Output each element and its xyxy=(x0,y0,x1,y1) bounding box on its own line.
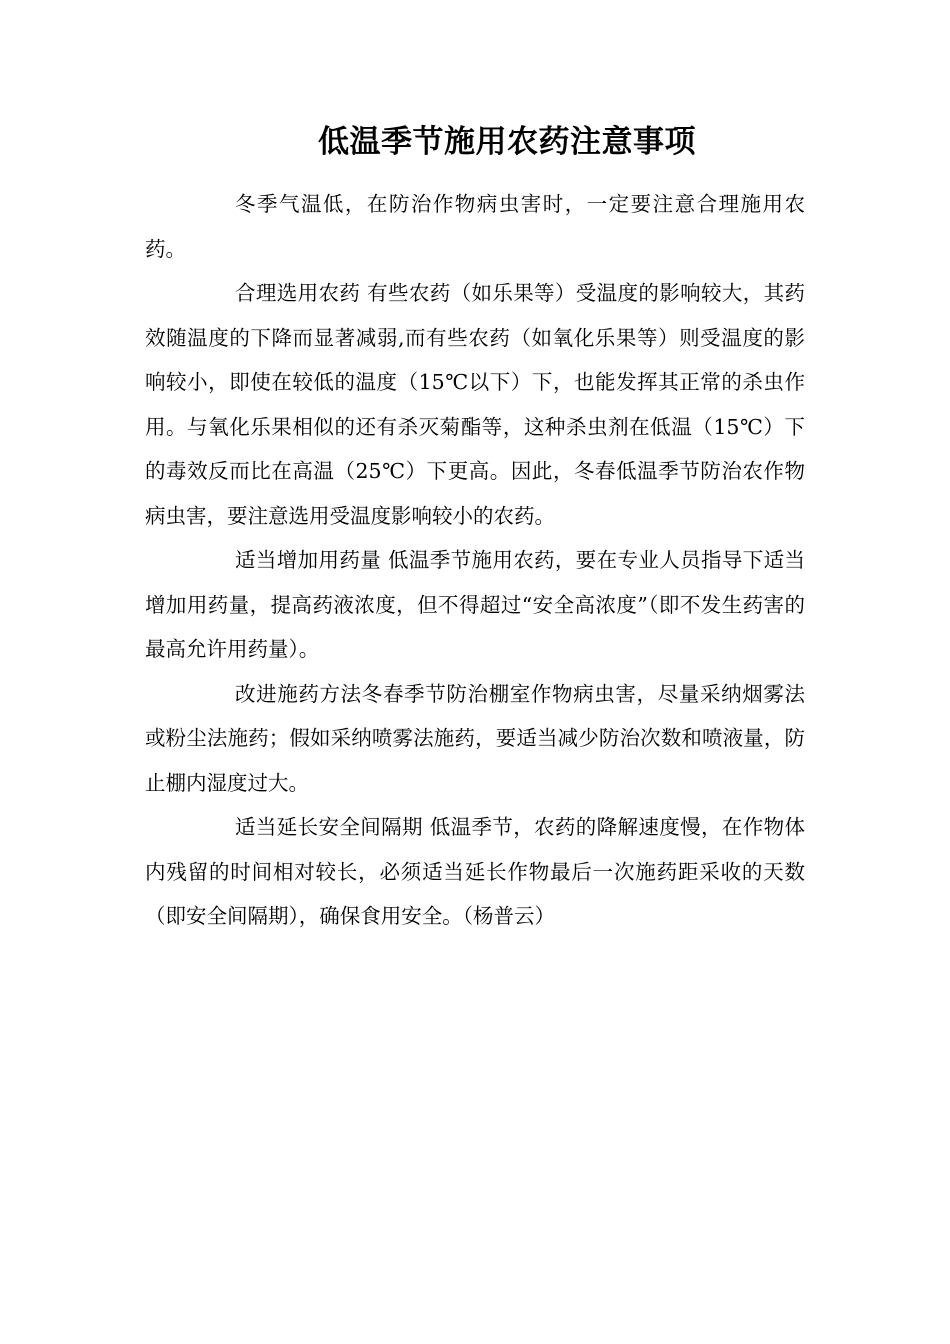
paragraph-safety-interval: 适当延长安全间隔期 低温季节，农药的降解速度慢，在作物体内残留的时间相对较长，必须适当延长作物最后一次施药距采收的天数（即安全间隔期），确保食用安全。（杨普云） xyxy=(145,815,805,928)
document-page xyxy=(145,120,805,939)
paragraph-improve-method: 改进施药方法冬春季节防治棚室作物病虫害，尽量采纳烟雾法或粉尘法施药；假如采纳喷雾法施药，要适当减少防治次数和喷液量，防止棚内湿度过大。 xyxy=(145,681,805,795)
paragraph-select-pesticide: 合理选用农药 有些农药（如乐果等）受温度的影响较大，其药效随温度的下降而显著减弱,而有些农药（如氧化乐果等）则受温度的影响较小，即使在较低的温度（15℃以下）下，也能发挥其正常的杀虫作用。与氧化乐果相似的还有杀灭菊酯等，这种杀虫剂在低温（15℃）下的毒效反而比在高温（25℃）下更高。因此，冬春低温季节防治农作物病虫害，要注意选用受温度影响较小的农药。 xyxy=(145,281,805,528)
document-title: 低温季节施用农药注意事项 xyxy=(318,124,696,160)
paragraph-increase-dosage: 适当增加用药量 低温季节施用农药，要在专业人员指导下适当增加用药量，提高药液浓度，但不得超过“安全高浓度”（即不发生药害的最高允许用药量）。 xyxy=(145,548,805,661)
paragraph-intro: 冬季气温低，在防治作物病虫害时，一定要注意合理施用农药。 xyxy=(145,192,805,261)
